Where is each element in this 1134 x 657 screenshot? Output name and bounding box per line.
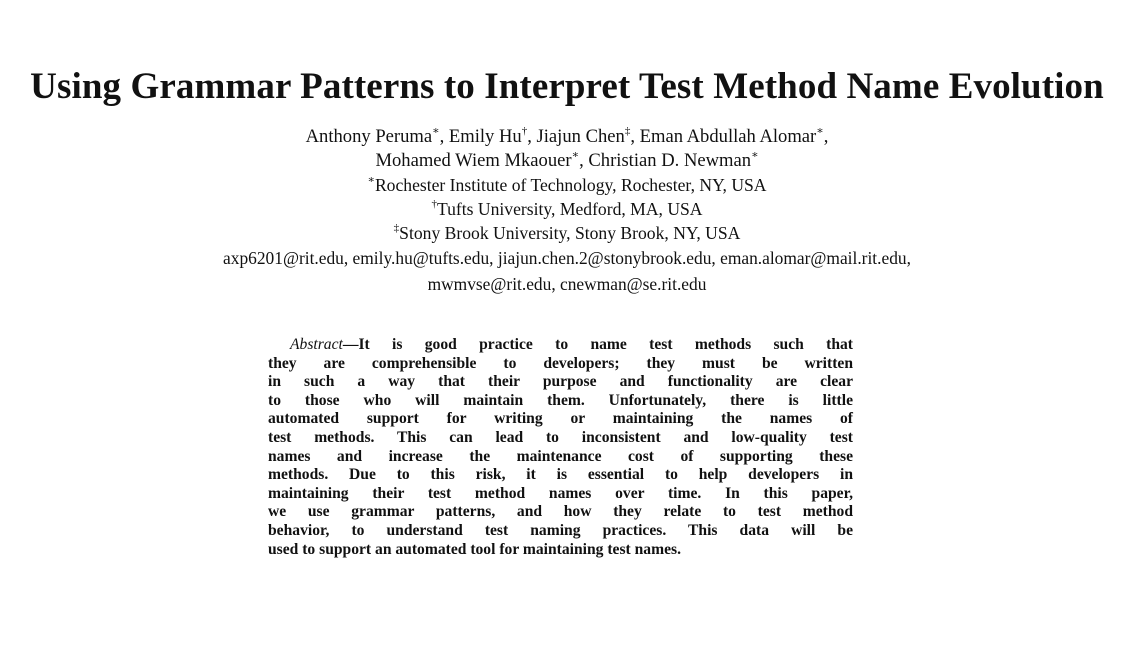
author-separator: , <box>823 126 829 147</box>
author-block <box>0 125 1134 297</box>
abstract-line: in such a way that their purpose and functionality are clear <box>268 373 853 391</box>
abstract-line: test methods. This can lead to inconsistent and low-quality test <box>268 428 853 446</box>
abstract-label: Abstract <box>290 336 343 353</box>
email-line-2: mwmvse@rit.edu, cnewman@se.rit.edu <box>427 274 707 294</box>
abstract-text: It is good practice to name test methods such that <box>358 336 853 353</box>
affiliation-mark: ‡ <box>624 124 631 137</box>
affiliation-line <box>0 197 1134 221</box>
affiliation-line <box>0 221 1134 245</box>
author-line-2 <box>0 149 1134 173</box>
affiliation-line <box>0 173 1134 197</box>
author-name: Mohamed Wiem Mkaouer <box>375 150 572 171</box>
paper-title: Using Grammar Patterns to Interpret Test Method Name Evolution <box>30 65 1104 107</box>
author-separator: , <box>630 126 640 147</box>
abstract-line: automated support for writing or maintaining the names of <box>268 410 853 428</box>
author-name: Emily Hu <box>448 126 522 147</box>
author-name: Anthony Peruma <box>305 126 433 147</box>
affiliation-mark: † <box>431 198 437 211</box>
abstract-line: we use grammar patterns, and how they relate to test method <box>268 503 853 521</box>
author-line-1 <box>0 125 1134 149</box>
author-separator: , <box>579 150 589 171</box>
author-separator: , <box>439 126 449 147</box>
affiliation-mark: ∗ <box>432 124 440 137</box>
author-name: Jiajun Chen <box>536 126 625 147</box>
abstract-dash: — <box>342 336 359 353</box>
author-name: Christian D. Newman <box>588 150 752 171</box>
affiliation-text: Stony Brook University, Stony Brook, NY, USA <box>399 223 741 243</box>
abstract-line: methods. Due to this risk, it is essential to help developers in <box>268 466 853 484</box>
author-separator: , <box>527 126 537 147</box>
abstract-line: maintaining their test method names over time. In this paper, <box>268 484 853 502</box>
affiliation-mark: ∗ <box>751 148 759 161</box>
affiliation-mark: ∗ <box>571 148 580 161</box>
affiliation-mark: ∗ <box>367 174 375 187</box>
abstract-line: names and increase the maintenance cost of supporting these <box>268 447 853 465</box>
abstract-line: used to support an automated tool for maintaining test names. <box>268 540 681 558</box>
affiliation-mark: ∗ <box>816 124 824 137</box>
abstract-line <box>268 336 853 355</box>
author-name: Eman Abdullah Alomar <box>639 126 817 147</box>
email-line-1: axp6201@rit.edu, emily.hu@tufts.edu, jiajun.chen.2@stonybrook.edu, eman.alomar@mail.rit.edu, <box>223 248 911 268</box>
affiliation-mark: ‡ <box>393 222 400 235</box>
abstract-line: behavior, to understand test naming practices. This data will be <box>268 521 853 539</box>
abstract-block <box>268 336 853 559</box>
affiliation-text: Rochester Institute of Technology, Rochester, NY, USA <box>374 175 767 195</box>
affiliation-mark: † <box>521 124 528 137</box>
abstract-line: to those who will maintain them. Unfortunately, there is little <box>268 391 853 409</box>
abstract-line: they are comprehensible to developers; they must be written <box>268 354 853 372</box>
affiliation-text: Tufts University, Medford, MA, USA <box>436 199 703 219</box>
